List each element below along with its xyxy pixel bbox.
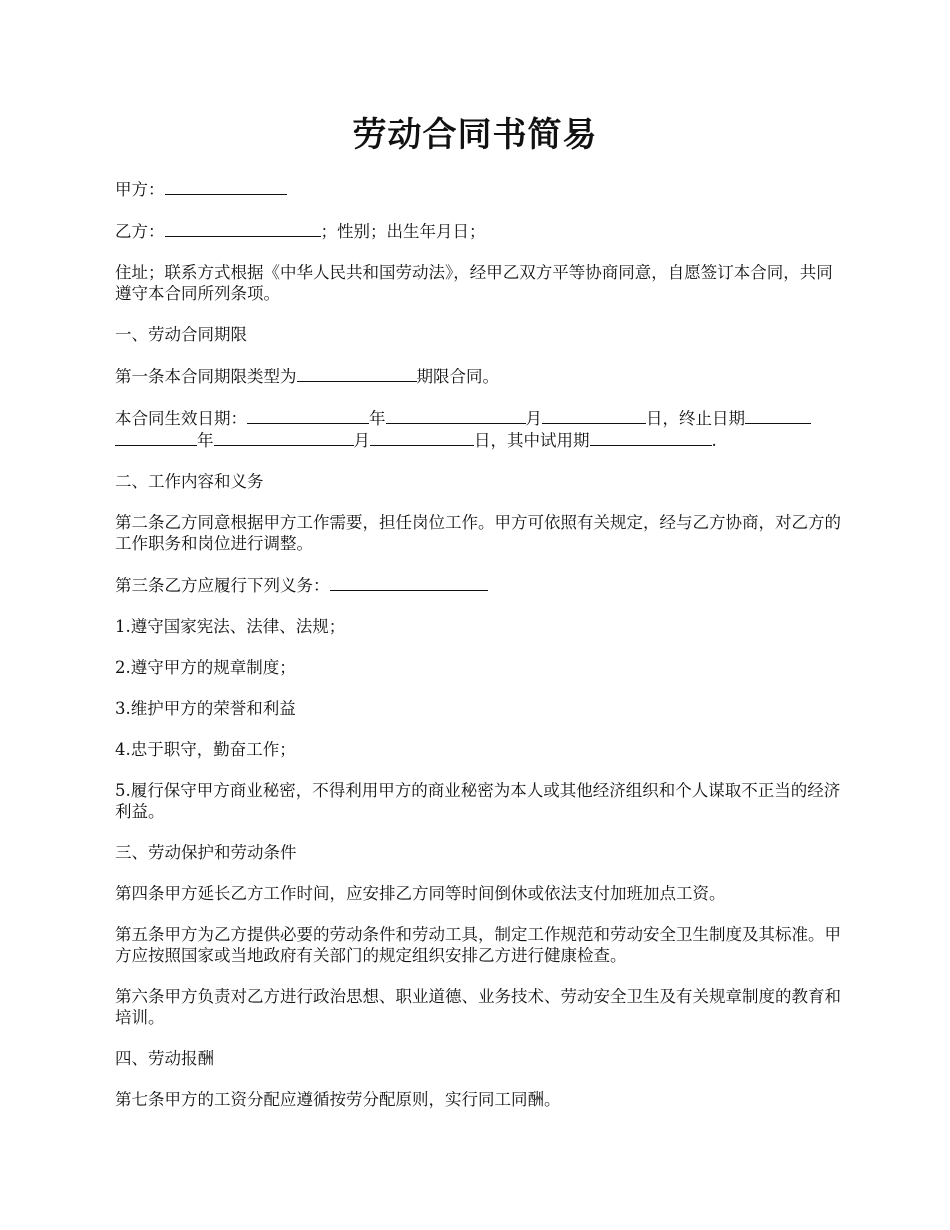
start-month-blank[interactable] [386,407,526,424]
section-heading-2: 二、工作内容和义务 [115,472,264,491]
end-date-label: 日，终止日期 [646,409,745,428]
party-b-blank[interactable] [165,220,321,237]
clause-1-tail: 期限合同。 [416,367,499,386]
obligation-item-4: 4.忠于职守，勤奋工作； [115,740,296,759]
party-a-label: 甲方： [115,180,165,199]
clause-1 [115,365,845,387]
document-title: 劳动合同书简易 [352,115,598,155]
year-label-1: 年 [369,409,386,428]
section-heading-3: 三、劳动保护和劳动条件 [115,843,297,862]
clause-3-text: 第三条乙方应履行下列义务： [115,576,330,595]
party-b-line [115,220,845,242]
section-heading-1: 一、劳动合同期限 [115,325,247,344]
start-year-blank[interactable] [247,407,369,424]
obligations-blank[interactable] [330,574,488,591]
effective-date-label: 本合同生效日期： [115,409,247,428]
contract-type-blank[interactable] [297,365,417,382]
probation-label: 日，其中试用期 [474,431,590,450]
clause-3 [115,574,845,596]
clause-1-head: 第一条本合同期限类型为 [115,367,297,386]
party-b-label: 乙方： [115,222,165,241]
start-day-blank[interactable] [542,407,646,424]
section-heading-4: 四、劳动报酬 [115,1049,214,1068]
clause-7: 第七条甲方的工资分配应遵循按劳分配原则，实行同工同酬。 [115,1090,561,1109]
obligation-item-5: 5.履行保守甲方商业秘密，不得利用甲方的商业秘密为本人或其他经济组织和个人谋取不正当的经济利益。 [115,781,841,821]
clause-2: 第二条乙方同意根据甲方工作需要，担任岗位工作。甲方可依照有关规定，经与乙方协商，对乙方的工作职务和岗位进行调整。 [115,513,841,553]
clause-6: 第六条甲方负责对乙方进行政治思想、职业道德、业务技术、劳动安全卫生及有关规章制度的教育和培训。 [115,987,841,1027]
month-label-1: 月 [525,409,542,428]
obligation-item-1: 1.遵守国家宪法、法律、法规； [115,617,346,636]
obligation-item-3: 3.维护甲方的荣誉和利益 [115,699,296,718]
clause-4: 第四条甲方延长乙方工作时间，应安排乙方同等时间倒休或依法支付加班加点工资。 [115,884,726,903]
end-month-blank[interactable] [214,429,354,446]
end-year-blank-part1[interactable] [745,407,811,424]
address-paragraph: 住址；联系方式根据《中华人民共和国劳动法》，经甲乙双方平等协商同意，自愿签订本合同，共同遵守本合同所列条项。 [115,263,833,303]
obligation-item-2: 2.遵守甲方的规章制度； [115,658,296,677]
document-body [115,178,845,1130]
period-mark: . [711,431,717,450]
end-year-blank-part2[interactable] [115,429,197,446]
party-a-blank[interactable] [165,178,287,195]
year-label-2: 年 [197,431,214,450]
party-b-tail: ；性别；出生年月日； [320,222,486,241]
probation-blank[interactable] [590,429,712,446]
effective-date-paragraph [115,407,845,451]
clause-5: 第五条甲方为乙方提供必要的劳动条件和劳动工具，制定工作规范和劳动安全卫生制度及其标准。甲方应按照国家或当地政府有关部门的规定组织安排乙方进行健康检查。 [115,925,841,965]
month-label-2: 月 [353,431,370,450]
end-day-blank[interactable] [370,429,474,446]
party-a-line [115,178,845,200]
